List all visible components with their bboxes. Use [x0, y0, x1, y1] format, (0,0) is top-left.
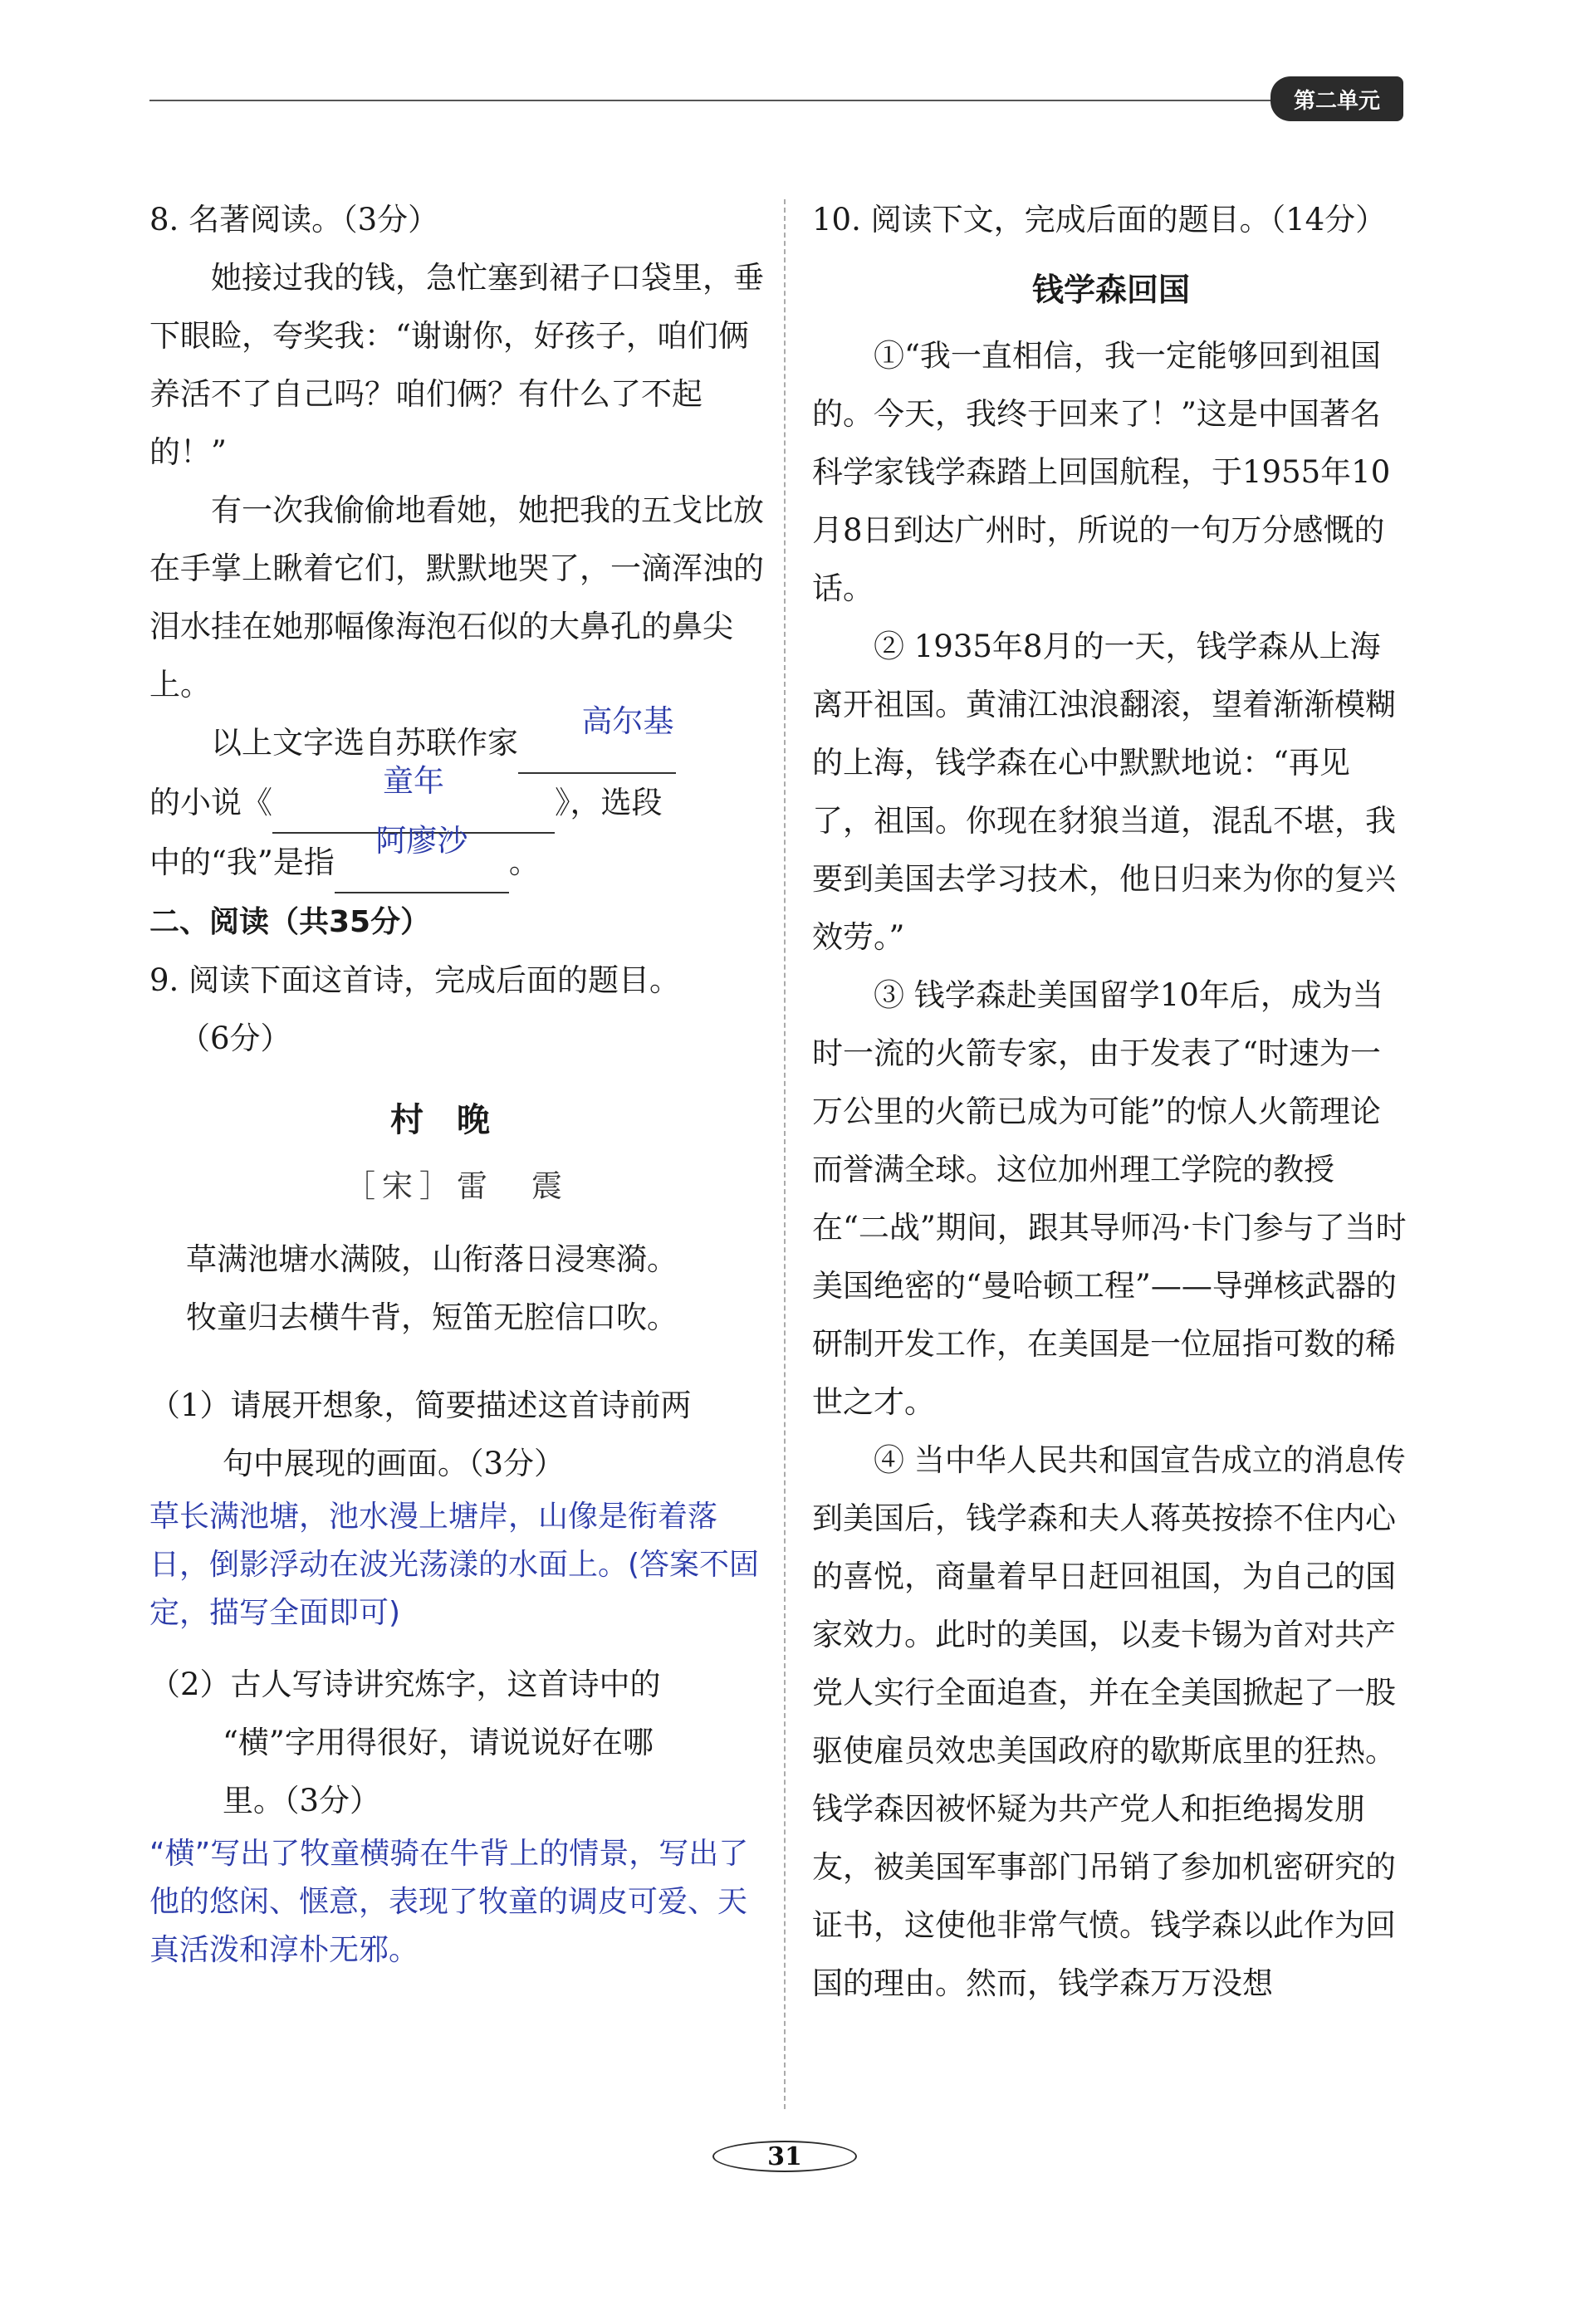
- article-para-3: ③ 钱学森赴美国留学10年后，成为当时一流的火箭专家，由于发表了“时速为一万公里的火箭已成为可能”的惊人火箭理论而誉满全球。这位加州理工学院的教授在“二战”期间，跟其导师冯·卡门参与了当时美国绝密的“曼哈顿工程”——导弹核武器的研制开发工作，在美国是一位屈指可数的稀世之才。: [812, 977, 1407, 1420]
- q9-1-question-line-2: 句中展现的画面。（3分）: [223, 1446, 565, 1481]
- q10-title: 10. 阅读下文，完成后面的题目。（14分）: [812, 202, 1387, 237]
- q9-2-answer: “横”写出了牧童横骑在牛背上的情景，写出了他的悠闲、惬意，表现了牧童的调皮可爱、天真活泼和淳朴无邪。: [149, 1837, 749, 1967]
- q9-1-question-line-1: （1）请展开想象，简要描述这首诗前两: [149, 1388, 692, 1423]
- q9-2-question-line-2: “横”字用得很好，请说说好在哪: [223, 1725, 654, 1760]
- poem-line-2: 牧童归去横牛背，短笛无腔信口吹。: [186, 1299, 678, 1335]
- q9-2-question-line-3: 里。（3分）: [223, 1783, 381, 1818]
- q8-answer-blank-narrator: [335, 823, 509, 893]
- article-para-1: ①“我一直相信，我一定能够回到祖国的。今天，我终于回来了！”这是中国著名科学家钱学森踏上回国航程，于1955年10月8日到达广州时，所说的一句万分感慨的话。: [812, 338, 1391, 606]
- q8-fill-1-text: 以上文字选自苏联作家: [211, 725, 518, 761]
- q8-excerpt-para-1: 她接过我的钱，急忙塞到裙子口袋里，垂下眼睑，夸奖我：“谢谢你，好孩子，咱们俩养活不了自己吗？咱们俩？有什么了不起的！”: [149, 260, 764, 470]
- q8-answer-author: 高尔基: [581, 703, 674, 739]
- page-number: 31: [712, 2141, 857, 2172]
- q9-2-question-line-1: （2）古人写诗讲究炼字，这首诗中的: [149, 1667, 661, 1702]
- q8-fill-2-post: 》，选段: [555, 785, 663, 820]
- header-rule: [149, 100, 1270, 101]
- q9-title: 9. 阅读下面这首诗，完成后面的题目。: [149, 962, 681, 998]
- q8-fill-3-post: 。: [508, 844, 540, 880]
- article-title: 钱学森回国: [1031, 272, 1190, 308]
- q8-fill-2-text: 的小说《: [149, 785, 272, 820]
- q8-excerpt-para-2: 有一次我偷偷地看她，她把我的五戈比放在手掌上瞅着它们，默默地哭了，一滴浑浊的泪水挂在她那幅像海泡石似的大鼻孔的鼻尖上。: [149, 492, 764, 702]
- q9-1-answer: 草长满池塘，池水漫上塘岸，山像是衔着落日，倒影浮动在波光荡漾的水面上。(答案不固定，描写全面即可): [149, 1500, 760, 1630]
- poem-line-1: 草满池塘水满陂，山衔落日浸寒漪。: [186, 1241, 678, 1277]
- article-para-4: ④ 当中华人民共和国宣告成立的消息传到美国后，钱学森和夫人蒋英按捺不住内心的喜悦，商量着早日赶回祖国，为自己的国家效力。此时的美国，以麦卡锡为首对共产党人实行全面追查，并在全美国掀起了一股驱使雇员效忠美国政府的歇斯底里的狂热。钱学森因被怀疑为共产党人和拒绝揭发朋友，被美国军事部门吊销了参加机密研究的证书，这使他非常气愤。钱学森以此作为回国的理由。然而，钱学森万万没想: [812, 1442, 1406, 2001]
- poem-title: 村晚: [390, 1100, 523, 1139]
- q8-answer-novel: 童年: [383, 763, 444, 799]
- unit-label-tab: 第二单元: [1270, 76, 1403, 121]
- q8-answer-narrator: 阿廖沙: [375, 823, 468, 859]
- q9-score: （6分）: [179, 1021, 291, 1056]
- right-column: [812, 191, 1410, 2013]
- q8-title: 8. 名著阅读。（3分）: [149, 202, 439, 237]
- q8-fill-line-3: [149, 823, 764, 893]
- left-column: [149, 191, 764, 1975]
- section-2-title: 二、阅读（共35分）: [149, 905, 431, 939]
- article-para-2: ② 1935年8月的一天，钱学森从上海离开祖国。黄浦江浊浪翻滚，望着渐渐模糊的上海，钱学森在心中默默地说：“再见了，祖国。你现在豺狼当道，混乱不堪，我要到美国去学习技术，他日归来为你的复兴效劳。”: [812, 629, 1396, 955]
- poem-author: ［宋］雷 震: [345, 1168, 569, 1204]
- column-divider: [784, 199, 786, 2109]
- q8-fill-3-text: 中的“我”是指: [149, 844, 335, 880]
